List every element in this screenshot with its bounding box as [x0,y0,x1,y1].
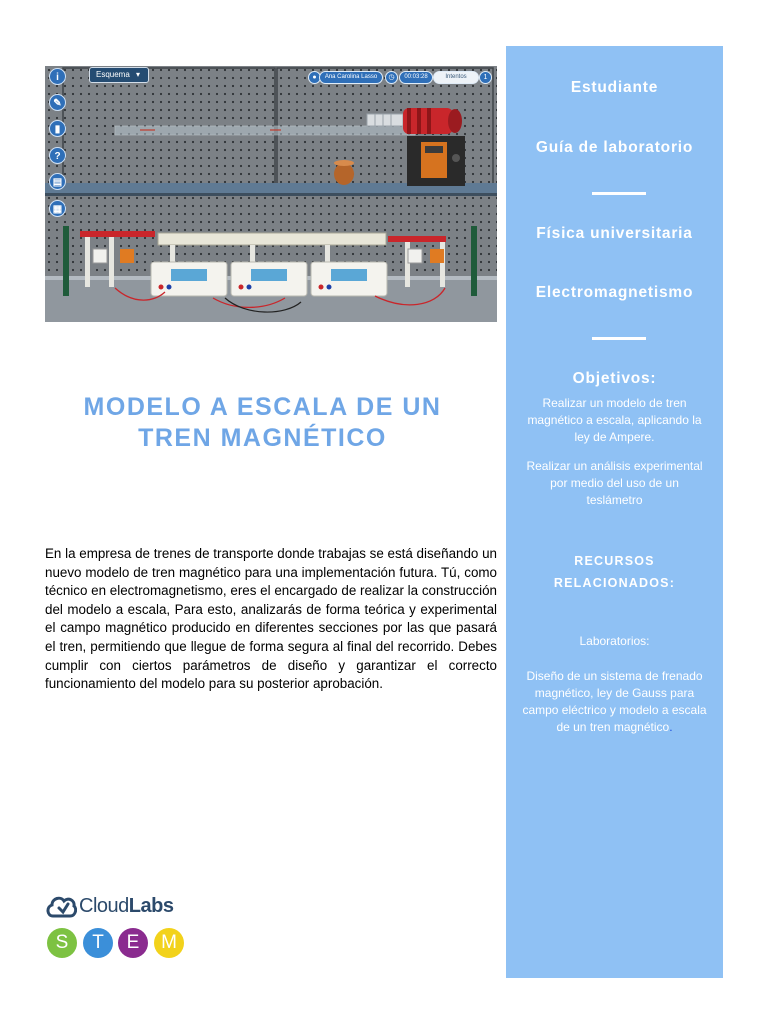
timer-pill: 00:03:28 [399,71,433,84]
labs-label: Laboratorios: [579,634,650,648]
labs-text: Diseño de un sistema de frenado magnético, ley de Gauss para campo eléctrico y modelo a escala de un tren magnético [522,669,707,734]
sidebar-topic: Electromagnetismo [535,284,694,301]
pencil-icon[interactable]: ✎ [49,94,66,111]
scheme-dropdown[interactable] [89,67,149,83]
calculator-icon[interactable]: ▦ [49,200,66,217]
resources-heading-line-1: RECURSOS [574,554,655,568]
resources-heading-line-2: RELACIONADOS: [553,576,676,590]
attempts-count: 1 [479,71,492,84]
clock-icon: ◷ [385,71,398,84]
intro-paragraph: En la empresa de trenes de transporte donde trabajas se está diseñando un nuevo modelo de tren magnético para una implementación futura. Tú, como técnico en electromagnetismo, eres el encargado de realizar la construcción del modelo a escala, Para esto, analizarás de forma teórica y experimental el campo magnético producido en diferentes secciones por las que pasará el tren, permitiendo que llegue de forma segura al final del recorrido. Debes cumplir con ciertos parámetros de diseño y garantizar el correcto funcionamiento del modelo para su posterior aprobación. [45,546,497,692]
logo-word-labs: Labs [128,895,174,917]
lab-scene-illustration [45,66,497,322]
stem-letter-t: T [83,928,113,958]
cloud-icon [45,892,77,922]
sidebar-guide: Guía de laboratorio [535,139,694,156]
objectives-heading: Objetivos: [572,370,657,387]
cloudlabs-logo [45,890,195,960]
logo-wordmark [79,895,173,918]
sidebar [506,46,723,978]
scheme-dropdown-label: Esquema [96,70,130,79]
info-icon[interactable]: i [49,68,66,85]
attempts-pill: Intentos [433,71,479,84]
document-title: MODELO A ESCALA DE UN TREN MAGNÉTICO [83,393,442,452]
objective-1: Realizar un modelo de tren magnético a escala, aplicando la ley de Ampere. [527,396,702,444]
stem-letter-e: E [118,928,148,958]
stem-letter-m: M [154,928,184,958]
document-icon[interactable]: ▤ [49,173,66,190]
labs-text-end: . [669,720,673,734]
stem-letter-s: S [47,928,77,958]
user-name-pill: Ana Carolina Lasso [319,71,383,84]
user-icon: ● [308,71,321,84]
labs-text-block [522,668,707,736]
sidebar-role: Estudiante [570,79,659,96]
divider [592,337,646,340]
logo-word-cloud: Cloud [79,895,129,917]
lab-simulator-screenshot [45,66,497,322]
divider [592,192,646,195]
chevron-down-icon: ▾ [136,70,141,79]
sidebar-subject: Física universitaria [536,225,693,242]
help-icon[interactable]: ? [49,147,66,164]
objective-2: Realizar un análisis experimental por medio del uso de un teslámetro [526,459,703,507]
trash-icon[interactable]: ▮ [49,120,66,137]
